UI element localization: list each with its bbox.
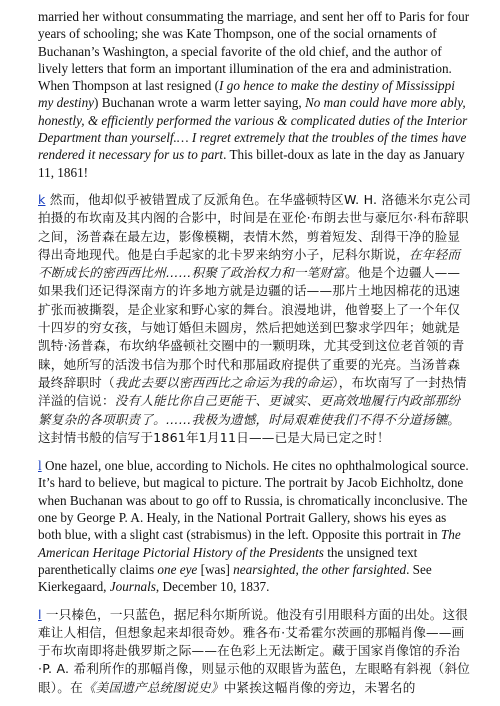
footnote-link-l[interactable]: l (38, 458, 42, 474)
text-run: ) Buchanan wrote a warm letter saying, (94, 95, 305, 111)
italic-quote: 在年轻而不断成长的密西西比州……积聚了政治权力和一笔财富 (38, 246, 461, 281)
text-run: 。这封情书般的信写于1861年1月11日——已是大局已定之时！ (38, 411, 461, 445)
italic-quote: 没有人能比你自己更能干、更诚实、更高效地履行内政部那纷繁复杂的各项职责了。……我极为遗憾，时局艰难使我们不得不分道扬镳 (38, 393, 461, 427)
italic-title: The American Heritage Pictorial History of the Presidents (38, 527, 461, 560)
text-run: . This billet-doux as late in the day as January 11, 1861! (38, 147, 465, 180)
text-run: 中紧挨这幅肖像的旁边，未署名的 (223, 679, 416, 695)
paragraph-chinese-1 (38, 191, 471, 447)
italic-quote: No man could have more ably, honestly, & efficiently performed the various & complicated duties of the Interior Department than yourself.… I regret extremely that the troubles of the times have rendered it necessary for us to part (38, 95, 468, 163)
italic-quote: nearsighted, the other farsighted (233, 561, 407, 577)
italic-title: 《美国遗产总统图说史》 (82, 679, 224, 695)
text-run: married her without consummating the marriage, and sent her off to Paris for four years of schooling; she was Kate Thompson, one of the social ornaments of Buchanan’s Washington, a special favorite of the old chief, and the author of lively letters that form an important illumination of the era and administration. When Thompson at last resigned ( (38, 9, 470, 94)
text-run: 。他是个边疆人——如果我们还记得深南方的许多地方就是边疆的话——那片土地因棉花的迅速扩张而被撕裂，是企业家和野心家的舞台。浪漫地讲，他曾娶上了一个年仅十四岁的穷女孩，与她订婚但未圆房，然后把她送到巴黎求学四年；她就是凯特·汤普森，布坎纳华盛顿社交圈中的一颗明珠，尤其受到这位老首领的青睐，她所写的活泼书信为那个时代和那届政府提供了重要的光亮。当汤普森最终辞职时（ (38, 265, 465, 390)
text-run: . See Kierkegaard, (38, 561, 432, 595)
paragraph-english-2 (38, 457, 471, 595)
footnote-link-l-zh[interactable]: l (38, 606, 42, 622)
text-run: [was] (197, 561, 234, 577)
italic-title: Journals (109, 579, 156, 595)
text-run: 一只榛色，一只蓝色，据尼科尔斯所说。他没有引用眼科方面的出处。这很难让人相信，但想象起来却很奇妙。雅各布·艾希霍尔茨画的那幅肖像——画于布坎南即将赴俄罗斯之际——在色彩上无法断定。藏于国家肖像馆的乔治·P. A. 希利所作的那幅肖像，则显示他的双眼皆为蓝色，左眼略有斜视（斜位眼）。在 (38, 606, 471, 695)
italic-quote: 我此去要以密西西比之命运为我的命运 (114, 374, 333, 390)
text-run: ），布坎南写了一封热情洋溢的信说： (38, 374, 467, 409)
footnote-link-k[interactable]: k (38, 191, 46, 207)
text-run: the unsigned text parenthetically claims (38, 544, 418, 577)
paragraph-english-1 (38, 8, 471, 181)
italic-quote: I go hence to make the destiny of Mississippi my destiny (38, 78, 455, 111)
text-run: One hazel, one blue, according to Nichols. He cites no ophthalmological source. It’s hard to believe, but magical to picture. The portrait by Jacob Eichholtz, done when Buchanan was about to go off to Russia, is chromatically inconclusive. The one by George P. A. Healy, in the National Portrait Gallery, shows his eyes as both blue, with a slight cast (strabismus) in the left. Opposite this portrait in (38, 458, 469, 543)
text-run: , December 10, 1837. (155, 579, 270, 595)
paragraph-chinese-2 (38, 606, 471, 697)
text-run: 然而，他却似乎被错置成了反派角色。在华盛顿特区W. H. 洛德米尔克公司拍摄的布坎南及其内阁的合影中，时间是在亚伦·布朗去世与豪厄尔·科布辞职之间，汤普森在最左边，影像模糊，表情木然，剪着短发、刮得干净的脸显得出奇地现代。他是白手起家的北卡罗来纳穷小子，尼科尔斯说， (38, 191, 471, 262)
italic-quote: one eye (157, 561, 198, 577)
